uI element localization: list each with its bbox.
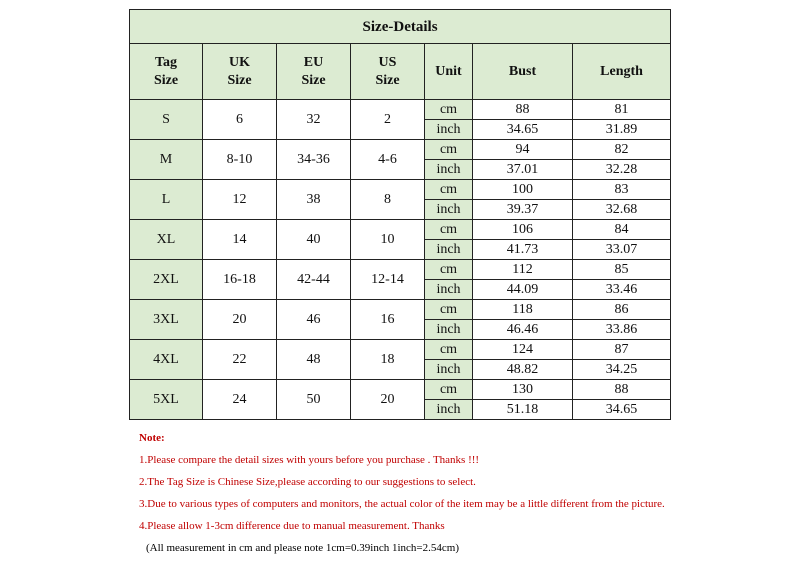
note-item-4: 4.Please allow 1-3cm difference due to manual measurement. Thanks [139,520,445,532]
cell-bust-cm: 94 [473,140,573,160]
cell-bust-inch: 46.46 [473,320,573,340]
cell-length-cm: 83 [573,180,671,200]
cell-unit-cm: cm [425,380,473,400]
cell-unit-inch: inch [425,360,473,380]
header-us-size-line1: US [378,54,397,70]
cell-tag-size: 4XL [130,340,203,380]
header-us-size [351,44,425,100]
header-us-size-line2: Size [375,72,400,88]
header-eu-size-line1: EU [303,54,324,70]
header-length: Length [573,44,671,100]
cell-bust-cm: 100 [473,180,573,200]
cell-eu-size: 38 [277,180,351,220]
table-row [130,300,671,320]
cell-uk-size: 20 [203,300,277,340]
cell-eu-size: 34-36 [277,140,351,180]
cell-eu-size: 32 [277,100,351,140]
cell-eu-size: 42-44 [277,260,351,300]
cell-bust-inch: 37.01 [473,160,573,180]
cell-bust-cm: 106 [473,220,573,240]
cell-tag-size: S [130,100,203,140]
table-row [130,220,671,240]
cell-bust-inch: 48.82 [473,360,573,380]
note-item-3: 3.Due to various types of computers and monitors, the actual color of the item may be a little different from the picture. [139,498,665,510]
cell-eu-size: 50 [277,380,351,420]
cell-uk-size: 6 [203,100,277,140]
cell-tag-size: 3XL [130,300,203,340]
cell-tag-size: 2XL [130,260,203,300]
table-row [130,340,671,360]
cell-bust-inch: 34.65 [473,120,573,140]
table-title: Size-Details [130,10,671,44]
header-eu-size-line2: Size [301,72,326,88]
cell-length-inch: 31.89 [573,120,671,140]
cell-bust-cm: 118 [473,300,573,320]
table-row [130,180,671,200]
cell-length-cm: 85 [573,260,671,280]
cell-tag-size: 5XL [130,380,203,420]
cell-unit-inch: inch [425,320,473,340]
cell-unit-inch: inch [425,200,473,220]
cell-length-cm: 81 [573,100,671,120]
cell-unit-cm: cm [425,180,473,200]
header-uk-size-line2: Size [227,72,252,88]
note-item-2: 2.The Tag Size is Chinese Size,please according to our suggestions to select. [139,476,476,488]
cell-uk-size: 14 [203,220,277,260]
cell-length-cm: 84 [573,220,671,240]
cell-bust-cm: 124 [473,340,573,360]
notes-title: Note: [139,432,165,444]
size-details-table [129,9,671,420]
table-row [130,140,671,160]
cell-bust-inch: 51.18 [473,400,573,420]
header-unit: Unit [425,44,473,100]
header-tag-size-line2: Size [153,72,179,88]
note-measurement-conversion: (All measurement in cm and please note 1cm=0.39inch 1inch=2.54cm) [146,542,459,554]
cell-uk-size: 22 [203,340,277,380]
cell-eu-size: 48 [277,340,351,380]
cell-length-inch: 33.86 [573,320,671,340]
table-row [130,260,671,280]
cell-unit-inch: inch [425,120,473,140]
header-uk-size-line1: UK [229,54,250,70]
cell-uk-size: 8-10 [203,140,277,180]
cell-unit-cm: cm [425,260,473,280]
cell-tag-size: L [130,180,203,220]
cell-unit-cm: cm [425,220,473,240]
cell-us-size: 20 [351,380,425,420]
cell-us-size: 10 [351,220,425,260]
cell-us-size: 2 [351,100,425,140]
cell-uk-size: 24 [203,380,277,420]
cell-bust-inch: 44.09 [473,280,573,300]
notes-section [139,432,665,564]
cell-bust-cm: 88 [473,100,573,120]
cell-length-cm: 87 [573,340,671,360]
cell-unit-cm: cm [425,100,473,120]
header-tag-size-line1: Tag [154,54,178,70]
cell-length-inch: 34.65 [573,400,671,420]
cell-unit-inch: inch [425,160,473,180]
cell-us-size: 4-6 [351,140,425,180]
cell-unit-cm: cm [425,140,473,160]
cell-length-cm: 82 [573,140,671,160]
cell-bust-inch: 39.37 [473,200,573,220]
cell-bust-cm: 112 [473,260,573,280]
header-uk-size [203,44,277,100]
cell-tag-size: XL [130,220,203,260]
cell-us-size: 16 [351,300,425,340]
cell-bust-inch: 41.73 [473,240,573,260]
header-eu-size [277,44,351,100]
cell-length-cm: 86 [573,300,671,320]
cell-unit-inch: inch [425,240,473,260]
cell-eu-size: 46 [277,300,351,340]
cell-eu-size: 40 [277,220,351,260]
header-row [130,44,671,100]
cell-us-size: 8 [351,180,425,220]
cell-unit-inch: inch [425,280,473,300]
table-row [130,380,671,400]
cell-bust-cm: 130 [473,380,573,400]
note-item-1: 1.Please compare the detail sizes with yours before you purchase . Thanks !!! [139,454,480,466]
cell-length-cm: 88 [573,380,671,400]
cell-length-inch: 32.68 [573,200,671,220]
header-tag-size [130,44,203,100]
cell-length-inch: 34.25 [573,360,671,380]
cell-unit-inch: inch [425,400,473,420]
cell-uk-size: 12 [203,180,277,220]
cell-length-inch: 32.28 [573,160,671,180]
table-row [130,100,671,120]
cell-unit-cm: cm [425,340,473,360]
cell-uk-size: 16-18 [203,260,277,300]
cell-unit-cm: cm [425,300,473,320]
header-bust: Bust [473,44,573,100]
cell-us-size: 12-14 [351,260,425,300]
cell-length-inch: 33.46 [573,280,671,300]
cell-us-size: 18 [351,340,425,380]
cell-tag-size: M [130,140,203,180]
cell-length-inch: 33.07 [573,240,671,260]
